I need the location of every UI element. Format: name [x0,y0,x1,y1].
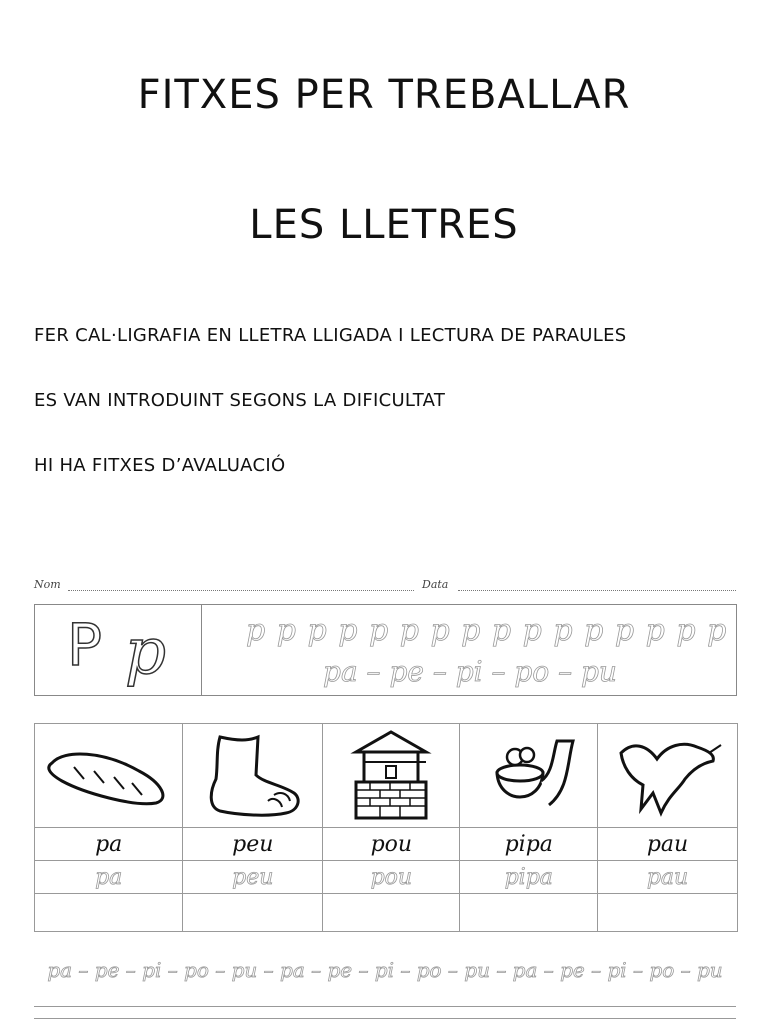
date-field-line [458,590,736,591]
blank-cell [598,894,738,932]
dove-icon [613,733,723,818]
picture-cell [460,724,598,828]
trace-word-cell: peu [183,861,323,894]
foot-icon [198,731,308,821]
picture-cell [323,724,460,828]
date-label: Data [422,578,449,591]
trace-word-cell: pou [323,861,460,894]
picture-cell [183,724,323,828]
name-label: Nom [34,578,61,591]
word-cell: pau [598,828,738,861]
word-cell: pou [323,828,460,861]
title-line-2: LES LLETRES [249,202,519,248]
blank-cell [183,894,323,932]
words-table [34,723,738,932]
title-line-1: FITXES PER TREBALLAR [137,72,631,118]
well-icon [346,728,436,823]
pipe-icon [479,733,579,818]
picture-cell [598,724,738,828]
word-cell: pa [35,828,183,861]
letter-print: P [67,611,102,679]
trace-syllables: pa – pe – pi – po – pu [323,655,617,688]
intro-line-1: FER CAL·LIGRAFIA EN LLETRA LLIGADA I LECTURA DE PARAULES [34,325,627,346]
blank-cell [35,894,183,932]
name-field-line [68,590,414,591]
tracing-box [201,604,737,696]
bread-icon [44,741,174,811]
letter-script: p [125,615,166,689]
trace-letters: p p p p p p p p p p p p p p p p [246,613,728,648]
writing-line [34,1006,736,1007]
blank-cell [460,894,598,932]
intro-line-2: ES VAN INTRODUINT SEGONS LA DIFICULTAT [34,390,446,411]
writing-line [34,1018,736,1019]
word-cell: peu [183,828,323,861]
letter-box [34,604,202,696]
intro-line-3: HI HA FITXES D’AVALUACIÓ [34,455,286,476]
blank-cell [323,894,460,932]
picture-cell [35,724,183,828]
syllable-strip: pa – pe – pi – po – pu – pa – pe – pi – po – pu – pa – pe – pi – po – pu [47,958,723,982]
trace-word-cell: pau [598,861,738,894]
trace-word-cell: pipa [460,861,598,894]
trace-word-cell: pa [35,861,183,894]
word-cell: pipa [460,828,598,861]
